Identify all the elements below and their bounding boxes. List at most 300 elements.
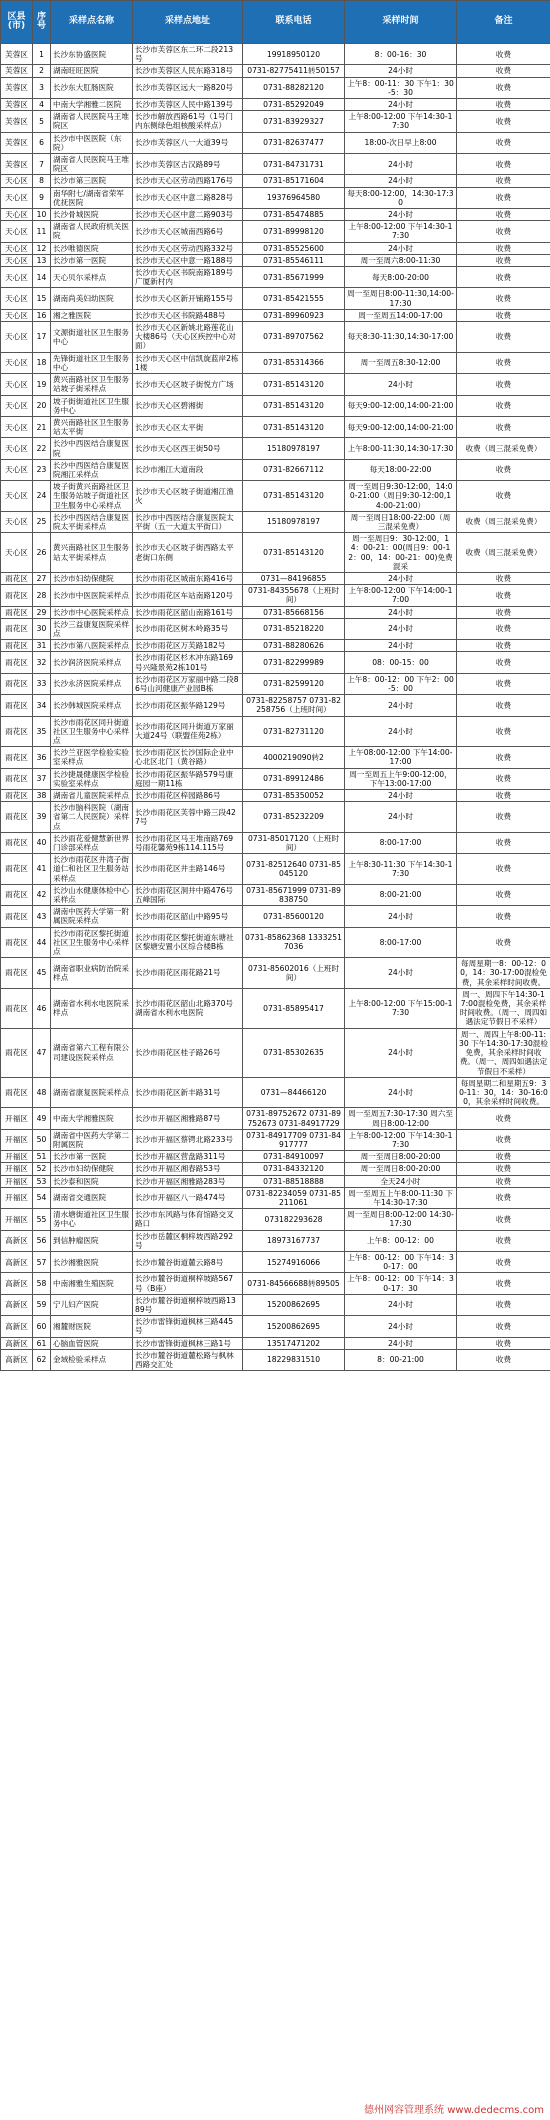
cell-district: 开福区 bbox=[1, 1129, 33, 1150]
cell-sampling-time: 24小时 bbox=[345, 716, 457, 747]
cell-remarks: 收费 bbox=[457, 1273, 550, 1294]
cell-site-address: 长沙市芙蓉区远大一路820号 bbox=[133, 77, 243, 98]
cell-site-address: 长沙市开福区蔡锷北路233号 bbox=[133, 1129, 243, 1150]
cell-site-name: 长沙三益康复医院采样点 bbox=[51, 618, 133, 639]
cell-district: 天心区 bbox=[1, 416, 33, 437]
table-row bbox=[1, 927, 550, 958]
cell-number: 27 bbox=[33, 572, 51, 584]
cell-sampling-time: 周一至周日9：30-12:00，14：00-21：00(周日9：00-12：00，14：00-21：00)免费混采 bbox=[345, 533, 457, 573]
cell-number: 60 bbox=[33, 1316, 51, 1337]
table-row bbox=[1, 99, 550, 111]
cell-site-name: 湖南省人民政府机关医院 bbox=[51, 221, 133, 242]
cell-number: 32 bbox=[33, 652, 51, 673]
cell-number: 4 bbox=[33, 99, 51, 111]
cell-number: 7 bbox=[33, 154, 51, 175]
header-sampling-time: 采样时间 bbox=[345, 1, 457, 44]
cell-phone: 0731-85314366 bbox=[243, 352, 345, 373]
cell-remarks: 收费（周三混采免费） bbox=[457, 533, 550, 573]
cell-remarks: 收费 bbox=[457, 1230, 550, 1251]
cell-remarks: 收费 bbox=[457, 254, 550, 266]
cell-site-address: 长沙市中西医结合康复医院太平街（五一大道太平街口） bbox=[133, 511, 243, 532]
cell-site-name: 湖南省第六工程有限公司建设医院采样点 bbox=[51, 1028, 133, 1077]
cell-number: 30 bbox=[33, 618, 51, 639]
cell-sampling-time: 周一至周五上午9:00-12:00，下午13:00-17:00 bbox=[345, 768, 457, 789]
cell-phone: 0731—84196855 bbox=[243, 572, 345, 584]
cell-district: 雨花区 bbox=[1, 747, 33, 768]
cell-site-name: 长沙雨花爱健慧新世界门诊部采样点 bbox=[51, 832, 133, 853]
cell-district: 天心区 bbox=[1, 221, 33, 242]
cell-phone: 0731-85218220 bbox=[243, 618, 345, 639]
cell-number: 6 bbox=[33, 132, 51, 153]
cell-sampling-time: 24小时 bbox=[345, 154, 457, 175]
cell-site-address: 长沙市天心区中意二路828号 bbox=[133, 187, 243, 208]
cell-phone: 0731-84917709 0731-84917777 bbox=[243, 1129, 345, 1150]
cell-phone: 0731-82258757 0731-82258756（上班时间） bbox=[243, 695, 345, 716]
cell-site-name: 长沙中西医结合康复医院太平街采样点 bbox=[51, 511, 133, 532]
cell-site-address: 长沙市天心区碧湘街 bbox=[133, 395, 243, 416]
cell-remarks: 收费 bbox=[457, 395, 550, 416]
cell-site-address: 长沙市芙蓉区古汉路89号 bbox=[133, 154, 243, 175]
cell-remarks: 收费 bbox=[457, 768, 550, 789]
cell-site-address: 长沙市雨花区韶山北路370号湖南省水利水电医院 bbox=[133, 988, 243, 1028]
cell-number: 52 bbox=[33, 1163, 51, 1175]
cell-site-address: 长沙市开福区湘雅路283号 bbox=[133, 1175, 243, 1187]
cell-district: 天心区 bbox=[1, 254, 33, 266]
cell-remarks: 收费 bbox=[457, 221, 550, 242]
cell-district: 雨花区 bbox=[1, 768, 33, 789]
cell-district: 芙蓉区 bbox=[1, 77, 33, 98]
cell-district: 开福区 bbox=[1, 1163, 33, 1175]
cell-number: 2 bbox=[33, 65, 51, 77]
header-district: 区县(市) bbox=[1, 1, 33, 44]
cell-number: 29 bbox=[33, 606, 51, 618]
cell-phone: 0731-85671999 bbox=[243, 267, 345, 288]
cell-phone: 0731-85143120 bbox=[243, 374, 345, 395]
cell-number: 23 bbox=[33, 459, 51, 480]
cell-number: 14 bbox=[33, 267, 51, 288]
cell-remarks: 每周星期二和星期五9：30-11：30，14：30-16:00，其余采样时间收费。 bbox=[457, 1077, 550, 1108]
cell-sampling-time: 每天18:00-22:00 bbox=[345, 459, 457, 480]
cell-district: 雨花区 bbox=[1, 884, 33, 905]
cell-number: 17 bbox=[33, 322, 51, 353]
table-row bbox=[1, 1251, 550, 1272]
cell-district: 雨花区 bbox=[1, 716, 33, 747]
cell-district: 开福区 bbox=[1, 1151, 33, 1163]
cell-number: 46 bbox=[33, 988, 51, 1028]
table-row bbox=[1, 802, 550, 833]
cell-district: 高新区 bbox=[1, 1337, 33, 1349]
cell-site-address: 长沙市天心区太平街 bbox=[133, 416, 243, 437]
cell-site-name: 长沙市雨花区黎托街道社区卫生服务中心采样点 bbox=[51, 927, 133, 958]
cell-remarks: 周一、周四下午14:30-17:00混检免费，其余采样时间收费。（周一、周四如遇法定节假日不采样） bbox=[457, 988, 550, 1028]
cell-sampling-time: 每天8:00-12:00，14:30-17:30 bbox=[345, 187, 457, 208]
cell-sampling-time: 08：00-15：00 bbox=[345, 652, 457, 673]
cell-site-name: 长沙兰亚医学检验实验室采样点 bbox=[51, 747, 133, 768]
cell-site-address: 长沙市雨花区树木岭路35号 bbox=[133, 618, 243, 639]
cell-sampling-time: 8：00-16：30 bbox=[345, 44, 457, 65]
cell-sampling-time: 24小时 bbox=[345, 618, 457, 639]
cell-remarks: 收费 bbox=[457, 673, 550, 694]
cell-sampling-time: 24小时 bbox=[345, 99, 457, 111]
cell-sampling-time: 24小时 bbox=[345, 572, 457, 584]
cell-site-name: 湖南尚美妇幼医院 bbox=[51, 288, 133, 309]
cell-site-name: 长沙市第一医院 bbox=[51, 254, 133, 266]
cell-remarks: 收费（周三混采免费） bbox=[457, 511, 550, 532]
cell-remarks: 收费 bbox=[457, 884, 550, 905]
cell-phone: 0731-85421555 bbox=[243, 288, 345, 309]
table-row bbox=[1, 1028, 550, 1077]
cell-phone: 0731-83929327 bbox=[243, 111, 345, 132]
cell-number: 39 bbox=[33, 802, 51, 833]
cell-sampling-time: 周一至周日9:30-12:00，14:00-21:00（周日9:30-12:00,14:00-21:00） bbox=[345, 481, 457, 512]
cell-site-address: 长沙市天心区劳动西路332号 bbox=[133, 242, 243, 254]
cell-number: 19 bbox=[33, 374, 51, 395]
cell-site-name: 长沙市中医医院采样点 bbox=[51, 585, 133, 606]
cell-remarks: 收费 bbox=[457, 1209, 550, 1230]
cell-district: 天心区 bbox=[1, 288, 33, 309]
cell-district: 雨花区 bbox=[1, 572, 33, 584]
cell-number: 13 bbox=[33, 254, 51, 266]
cell-sampling-time: 上午8:00-12:00 下午14:30-17:30 bbox=[345, 221, 457, 242]
cell-site-address: 长沙市雨花区韶山南路161号 bbox=[133, 606, 243, 618]
cell-district: 芙蓉区 bbox=[1, 132, 33, 153]
cell-site-address: 长沙市雨花区马王堆南路769号雨花馨苑9栋114.115号 bbox=[133, 832, 243, 853]
cell-number: 41 bbox=[33, 854, 51, 885]
cell-phone: 0731-89960923 bbox=[243, 309, 345, 321]
cell-sampling-time: 每天9:00-12:00,14:00-21:00 bbox=[345, 416, 457, 437]
cell-sampling-time: 8:00-17:00 bbox=[345, 832, 457, 853]
cell-phone: 0731-82234059 0731-85211061 bbox=[243, 1187, 345, 1208]
cell-district: 雨花区 bbox=[1, 906, 33, 927]
cell-remarks: 收费 bbox=[457, 1316, 550, 1337]
cell-district: 芙蓉区 bbox=[1, 111, 33, 132]
cell-sampling-time: 周一至周五7:30-17:30 周六至周日8:00-12:00 bbox=[345, 1108, 457, 1129]
cell-phone: 0731-85895417 bbox=[243, 988, 345, 1028]
cell-remarks: 收费 bbox=[457, 854, 550, 885]
cell-remarks: 收费 bbox=[457, 640, 550, 652]
cell-sampling-time: 24小时 bbox=[345, 175, 457, 187]
cell-site-address: 长沙市雨花区车站南路120号 bbox=[133, 585, 243, 606]
cell-sampling-time: 8:00-17:00 bbox=[345, 927, 457, 958]
cell-sampling-time: 每天8:30-11:30,14:30-17:00 bbox=[345, 322, 457, 353]
cell-district: 天心区 bbox=[1, 352, 33, 373]
cell-number: 36 bbox=[33, 747, 51, 768]
cell-number: 3 bbox=[33, 77, 51, 98]
cell-site-address: 长沙市天心区西王街50号 bbox=[133, 438, 243, 459]
cell-number: 37 bbox=[33, 768, 51, 789]
cell-site-name: 天心贝尔采样点 bbox=[51, 267, 133, 288]
cell-site-name: 南华附七/湖南省荣军优抚医院 bbox=[51, 187, 133, 208]
cell-phone: 4000219090转2 bbox=[243, 747, 345, 768]
cell-sampling-time: 24小时 bbox=[345, 242, 457, 254]
cell-district: 雨花区 bbox=[1, 1077, 33, 1108]
cell-sampling-time: 上午8:00-11:30,14:30-17:30 bbox=[345, 438, 457, 459]
cell-remarks: 收费 bbox=[457, 790, 550, 802]
cell-site-address: 长沙市雷锋街道枫林三路445号 bbox=[133, 1316, 243, 1337]
cell-number: 31 bbox=[33, 640, 51, 652]
cell-site-address: 长沙市开福区营盘路311号 bbox=[133, 1151, 243, 1163]
cell-number: 5 bbox=[33, 111, 51, 132]
cell-phone: 0731-82299989 bbox=[243, 652, 345, 673]
cell-site-name: 湘之雅医院 bbox=[51, 309, 133, 321]
cell-phone: 0731-89998120 bbox=[243, 221, 345, 242]
cell-number: 42 bbox=[33, 884, 51, 905]
cell-site-name: 到信肿瘤医院 bbox=[51, 1230, 133, 1251]
cell-remarks: 收费 bbox=[457, 175, 550, 187]
table-row bbox=[1, 267, 550, 288]
cell-number: 16 bbox=[33, 309, 51, 321]
cell-district: 天心区 bbox=[1, 511, 33, 532]
table-row bbox=[1, 322, 550, 353]
cell-number: 8 bbox=[33, 175, 51, 187]
cell-site-name: 湖南省儿童医院采样点 bbox=[51, 790, 133, 802]
cell-remarks: 收费 bbox=[457, 154, 550, 175]
cell-sampling-time: 24小时 bbox=[345, 790, 457, 802]
cell-site-address: 长沙市天心区坡子街道湘江渔火 bbox=[133, 481, 243, 512]
cell-site-address: 长沙市湘江大道南段 bbox=[133, 459, 243, 480]
cell-sampling-time: 周一至周日18:00-22:00（周三混采免费） bbox=[345, 511, 457, 532]
cell-remarks: 收费 bbox=[457, 267, 550, 288]
cell-sampling-time: 周一至周六8:00-11:30 bbox=[345, 254, 457, 266]
watermark: 德州网容管理系统 www.dedecms.com bbox=[364, 2101, 544, 2116]
cell-site-address: 长沙市芙蓉区东二环二段213号 bbox=[133, 44, 243, 65]
cell-district: 高新区 bbox=[1, 1316, 33, 1337]
cell-sampling-time: 24小时 bbox=[345, 65, 457, 77]
cell-site-name: 湖南中医药大学第一附属医院采样点 bbox=[51, 906, 133, 927]
cell-district: 雨花区 bbox=[1, 832, 33, 853]
cell-site-address: 长沙市雨花区同升街道万家丽大道24号（联盟佳苑2栋） bbox=[133, 716, 243, 747]
cell-phone: 0731-89912486 bbox=[243, 768, 345, 789]
table-row bbox=[1, 395, 550, 416]
table-row bbox=[1, 640, 550, 652]
table-row bbox=[1, 77, 550, 98]
table-row bbox=[1, 1316, 550, 1337]
cell-site-name: 中南大学湘雅医院 bbox=[51, 1108, 133, 1129]
table-row bbox=[1, 309, 550, 321]
cell-sampling-time: 上午8：00-12：00 bbox=[345, 1230, 457, 1251]
cell-district: 开福区 bbox=[1, 1108, 33, 1129]
table-row bbox=[1, 884, 550, 905]
table-row bbox=[1, 1175, 550, 1187]
cell-phone: 0731-85546111 bbox=[243, 254, 345, 266]
cell-sampling-time: 24小时 bbox=[345, 802, 457, 833]
cell-phone: 0731-85292049 bbox=[243, 99, 345, 111]
table-row bbox=[1, 1337, 550, 1349]
cell-sampling-time: 上午8:00-12:00 下午14:30-17:30 bbox=[345, 111, 457, 132]
cell-district: 雨花区 bbox=[1, 790, 33, 802]
cell-number: 51 bbox=[33, 1151, 51, 1163]
cell-remarks: 收费 bbox=[457, 747, 550, 768]
cell-site-name: 长沙市妇幼保健院 bbox=[51, 1163, 133, 1175]
cell-site-name: 心脑血管医院 bbox=[51, 1337, 133, 1349]
cell-site-name: 长沙东协盛医院 bbox=[51, 44, 133, 65]
cell-remarks: 收费 bbox=[457, 618, 550, 639]
cell-district: 芙蓉区 bbox=[1, 44, 33, 65]
cell-phone: 0731-82512640 0731-85045120 bbox=[243, 854, 345, 885]
cell-sampling-time: 上午8:00-12:00 下午15:00-17:30 bbox=[345, 988, 457, 1028]
table-row bbox=[1, 1187, 550, 1208]
cell-site-name: 长沙市第一医院 bbox=[51, 1151, 133, 1163]
table-row bbox=[1, 854, 550, 885]
cell-remarks: 收费 bbox=[457, 927, 550, 958]
cell-sampling-time: 24小时 bbox=[345, 606, 457, 618]
cell-site-address: 长沙市麓谷街道桐梓坡路567号（B座） bbox=[133, 1273, 243, 1294]
cell-phone: 0731-84910097 bbox=[243, 1151, 345, 1163]
cell-site-name: 先锋街道社区卫生服务中心 bbox=[51, 352, 133, 373]
cell-remarks: 收费 bbox=[457, 585, 550, 606]
cell-phone: 0731-82599120 bbox=[243, 673, 345, 694]
cell-remarks: 收费 bbox=[457, 572, 550, 584]
cell-district: 雨花区 bbox=[1, 673, 33, 694]
cell-district: 雨花区 bbox=[1, 854, 33, 885]
cell-sampling-time: 上午8：00-12：00 下午14：30-17：30 bbox=[345, 1273, 457, 1294]
cell-number: 58 bbox=[33, 1273, 51, 1294]
cell-sampling-time: 上午8：00-12：00 下午2：00-5：00 bbox=[345, 673, 457, 694]
cell-district: 天心区 bbox=[1, 322, 33, 353]
cell-site-name: 长沙市第三医院 bbox=[51, 175, 133, 187]
cell-site-name: 长沙中西医结合康复医院湘江采样点 bbox=[51, 459, 133, 480]
cell-district: 雨花区 bbox=[1, 802, 33, 833]
cell-site-address: 长沙市雷锋街道枫林三路1号 bbox=[133, 1337, 243, 1349]
cell-phone: 15200862695 bbox=[243, 1294, 345, 1315]
cell-remarks: 收费 bbox=[457, 1175, 550, 1187]
cell-site-name: 长沙东大肛肠医院 bbox=[51, 77, 133, 98]
cell-phone: 0731-84731731 bbox=[243, 154, 345, 175]
header-site-name: 采样点名称 bbox=[51, 1, 133, 44]
cell-sampling-time: 8：00-21:00 bbox=[345, 1349, 457, 1370]
cell-remarks: 收费 bbox=[457, 459, 550, 480]
cell-site-address: 长沙市天心区坡子街西路太平老街口东侧 bbox=[133, 533, 243, 573]
table-row bbox=[1, 747, 550, 768]
cell-sampling-time: 24小时 bbox=[345, 695, 457, 716]
cell-phone: 0731-88518888 bbox=[243, 1175, 345, 1187]
table-body bbox=[1, 44, 550, 1371]
cell-site-address: 长沙市岳麓区桐梓坡西路292号 bbox=[133, 1230, 243, 1251]
table-row bbox=[1, 221, 550, 242]
cell-number: 61 bbox=[33, 1337, 51, 1349]
cell-sampling-time: 每天9:00-12:00,14:00-21:00 bbox=[345, 395, 457, 416]
cell-sampling-time: 18:00-次日早上8:00 bbox=[345, 132, 457, 153]
cell-sampling-time: 周一至周五上午8:00-11:30 下午14:30-17:30 bbox=[345, 1187, 457, 1208]
cell-phone: 0731-82775411转50157 bbox=[243, 65, 345, 77]
cell-sampling-time: 全天24小时 bbox=[345, 1175, 457, 1187]
cell-remarks: 收费 bbox=[457, 1187, 550, 1208]
cell-number: 54 bbox=[33, 1187, 51, 1208]
cell-district: 高新区 bbox=[1, 1251, 33, 1272]
header-phone: 联系电话 bbox=[243, 1, 345, 44]
cell-site-address: 长沙市雨花区芙蓉中路三段427号 bbox=[133, 802, 243, 833]
table-row bbox=[1, 533, 550, 573]
cell-district: 天心区 bbox=[1, 533, 33, 573]
cell-district: 雨花区 bbox=[1, 1028, 33, 1077]
cell-phone: 0731-85600120 bbox=[243, 906, 345, 927]
cell-number: 57 bbox=[33, 1251, 51, 1272]
cell-sampling-time: 24小时 bbox=[345, 374, 457, 395]
cell-phone: 0731-82667112 bbox=[243, 459, 345, 480]
cell-number: 10 bbox=[33, 209, 51, 221]
cell-district: 雨花区 bbox=[1, 618, 33, 639]
cell-site-address: 长沙市雨花区雨花路21号 bbox=[133, 958, 243, 989]
cell-phone: 15180978197 bbox=[243, 511, 345, 532]
cell-district: 天心区 bbox=[1, 209, 33, 221]
cell-site-name: 湖南省人民医院马王堆院区 bbox=[51, 111, 133, 132]
cell-sampling-time: 周一至周日8:00-11:30,14:00-17:30 bbox=[345, 288, 457, 309]
cell-number: 20 bbox=[33, 395, 51, 416]
cell-site-address: 长沙市雨花区梓园路86号 bbox=[133, 790, 243, 802]
cell-number: 40 bbox=[33, 832, 51, 853]
cell-phone: 0731-85671999 0731-89838750 bbox=[243, 884, 345, 905]
cell-site-name: 长沙韩城医院采样点 bbox=[51, 695, 133, 716]
cell-site-address: 长沙市开福区八一路474号 bbox=[133, 1187, 243, 1208]
cell-district: 雨花区 bbox=[1, 988, 33, 1028]
cell-phone: 0731-85668156 bbox=[243, 606, 345, 618]
cell-number: 12 bbox=[33, 242, 51, 254]
cell-remarks: 收费 bbox=[457, 322, 550, 353]
cell-phone: 0731-85862368 13332517036 bbox=[243, 927, 345, 958]
cell-site-name: 文源街道社区卫生服务中心 bbox=[51, 322, 133, 353]
cell-phone: 0731-85350052 bbox=[243, 790, 345, 802]
cell-remarks: 收费 bbox=[457, 695, 550, 716]
cell-sampling-time: 24小时 bbox=[345, 1294, 457, 1315]
cell-remarks: 收费 bbox=[457, 1108, 550, 1129]
cell-remarks: 收费 bbox=[457, 802, 550, 833]
cell-site-name: 长沙市雨花区同升街道社区卫生服务中心采样点 bbox=[51, 716, 133, 747]
cell-sampling-time: 周一至周五8:30-12:00 bbox=[345, 352, 457, 373]
cell-number: 18 bbox=[33, 352, 51, 373]
cell-remarks: 收费 bbox=[457, 1294, 550, 1315]
cell-site-address: 长沙市开福区湘雅路87号 bbox=[133, 1108, 243, 1129]
cell-district: 天心区 bbox=[1, 374, 33, 395]
cell-number: 56 bbox=[33, 1230, 51, 1251]
cell-district: 雨花区 bbox=[1, 585, 33, 606]
cell-district: 天心区 bbox=[1, 267, 33, 288]
table-row bbox=[1, 673, 550, 694]
cell-district: 天心区 bbox=[1, 187, 33, 208]
table-row bbox=[1, 459, 550, 480]
cell-phone: 0731-85602016（上班时间） bbox=[243, 958, 345, 989]
table-row bbox=[1, 832, 550, 853]
cell-phone: 0731-85474885 bbox=[243, 209, 345, 221]
cell-phone: 0731-84566688转89505 bbox=[243, 1273, 345, 1294]
cell-site-address: 长沙市雨花区新丰路31号 bbox=[133, 1077, 243, 1108]
cell-number: 21 bbox=[33, 416, 51, 437]
cell-number: 34 bbox=[33, 695, 51, 716]
cell-district: 雨花区 bbox=[1, 958, 33, 989]
cell-district: 天心区 bbox=[1, 175, 33, 187]
cell-phone: 0731-89752672 0731-89752673 0731-84917729 bbox=[243, 1108, 345, 1129]
cell-district: 芙蓉区 bbox=[1, 154, 33, 175]
header-number: 序号 bbox=[33, 1, 51, 44]
cell-remarks: 每周星期一8：00-12：00，14：30-17:00混检免费，其余采样时间收费。 bbox=[457, 958, 550, 989]
cell-site-name: 湖南省职业病防治院采样点 bbox=[51, 958, 133, 989]
cell-site-name: 长沙市脑科医院（湖南省第二人民医院）采样点 bbox=[51, 802, 133, 833]
cell-district: 雨花区 bbox=[1, 606, 33, 618]
cell-sampling-time: 周一至周日8:00-12:00 14:30-17:30 bbox=[345, 1209, 457, 1230]
cell-site-address: 长沙市天心区中信凯旋蓝岸2栋1楼 bbox=[133, 352, 243, 373]
cell-site-name: 长沙唯德医院 bbox=[51, 242, 133, 254]
cell-remarks: 收费 bbox=[457, 1151, 550, 1163]
cell-remarks: 收费 bbox=[457, 288, 550, 309]
cell-site-address: 长沙市天心区中意一路188号 bbox=[133, 254, 243, 266]
cell-number: 53 bbox=[33, 1175, 51, 1187]
cell-site-name: 长沙润济医院采样点 bbox=[51, 652, 133, 673]
table-row bbox=[1, 1077, 550, 1108]
table-row bbox=[1, 790, 550, 802]
cell-sampling-time: 上午8:00-12:00 下午14:00-17:00 bbox=[345, 585, 457, 606]
cell-site-name: 长沙泰和医院 bbox=[51, 1175, 133, 1187]
cell-site-name: 长沙市妇幼保健院 bbox=[51, 572, 133, 584]
cell-site-name: 长沙骨城医院 bbox=[51, 209, 133, 221]
